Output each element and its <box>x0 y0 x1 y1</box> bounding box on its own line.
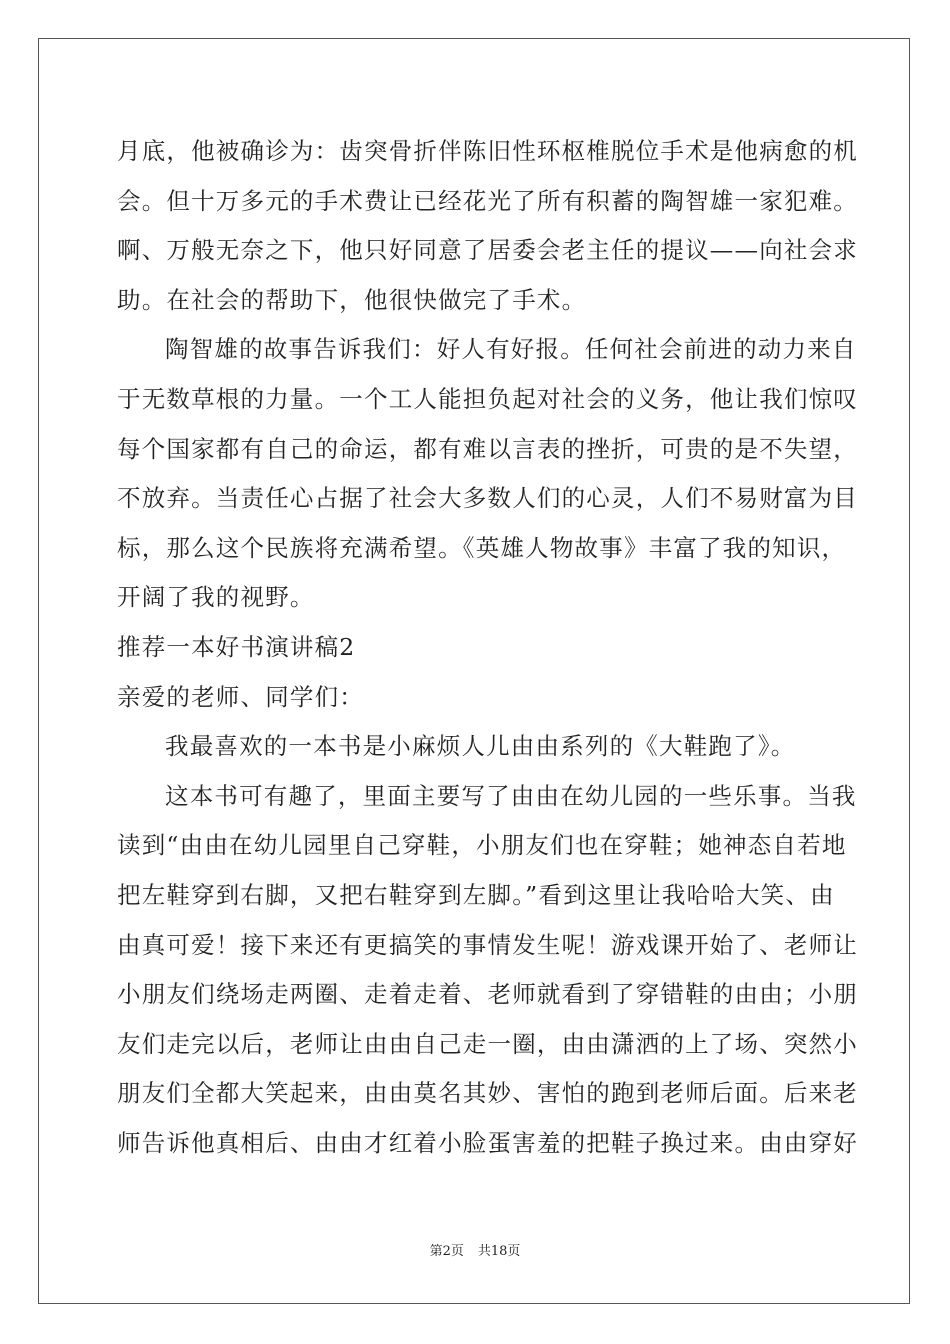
text-line: 读到“由由在幼儿园里自己穿鞋，小朋友们也在穿鞋；她神态自若地 <box>117 831 847 860</box>
text-line: 不放弃。当责任心占据了社会大多数人们的心灵，人们不易财富为目 <box>117 484 858 513</box>
text-line: 把左鞋穿到右脚，又把右鞋穿到左脚。”看到这里让我哈哈大笑、由 <box>117 880 835 909</box>
text-line: 由真可爱！接下来还有更搞笑的事情发生呢！游戏课开始了、老师让 <box>117 930 858 959</box>
text-line: 会。但十万多元的手术费让已经花光了所有积蓄的陶智雄一家犯难。 <box>117 186 858 215</box>
text-line: 我最喜欢的一本书是小麻烦人儿由由系列的《大鞋跑了》。 <box>165 732 796 761</box>
page-footer <box>0 1240 950 1259</box>
text-line: 每个国家都有自己的命运，都有难以言表的挫折，可贵的是不失望， <box>117 434 858 463</box>
text-line: 朋友们全都大笑起来，由由莫名其妙、害怕的跑到老师后面。后来老 <box>117 1079 858 1108</box>
page-number: 第2页 <box>429 1244 464 1259</box>
text-line: 小朋友们绕场走两圈、走着走着、老师就看到了穿错鞋的由由；小朋 <box>117 980 858 1009</box>
text-line: 啊、万般无奈之下，他只好同意了居委会老主任的提议——向社会求 <box>117 236 858 265</box>
text-line: 这本书可有趣了，里面主要写了由由在幼儿园的一些乐事。当我 <box>165 781 857 810</box>
page-total: 共18页 <box>477 1244 521 1259</box>
text-line: 陶智雄的故事告诉我们：好人有好报。任何社会前进的动力来自 <box>165 335 857 364</box>
text-line: 于无数草根的力量。一个工人能担负起对社会的义务，他让我们惊叹 <box>117 384 858 413</box>
text-line: 标，那么这个民族将充满希望。《英雄人物故事》丰富了我的知识， <box>117 533 847 562</box>
text-line: 助。在社会的帮助下，他很快做完了手术。 <box>117 285 587 314</box>
salutation: 亲爱的老师、同学们： <box>117 682 364 711</box>
text-line: 师告诉他真相后、由由才红着小脸蛋害羞的把鞋子换过来。由由穿好 <box>117 1128 858 1157</box>
text-line: 友们走完以后，老师让由由自己走一圈，由由潇洒的上了场、突然小 <box>117 1029 858 1058</box>
document-body <box>117 127 858 1168</box>
section-heading: 推荐一本好书演讲稿2 <box>117 632 356 661</box>
text-line: 开阔了我的视野。 <box>117 583 315 612</box>
text-line: 月底，他被确诊为：齿突骨折伴陈旧性环枢椎脱位手术是他病愈的机 <box>117 137 858 165</box>
